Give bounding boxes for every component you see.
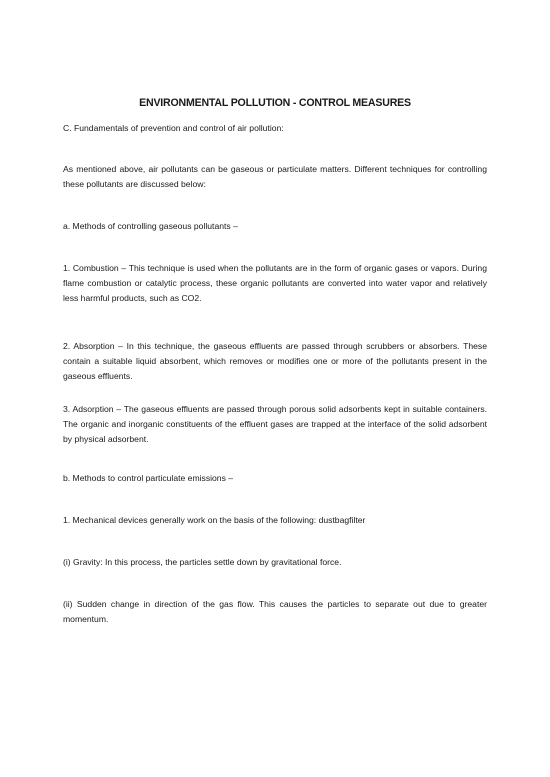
paragraph-gas-flow-change: (ii) Sudden change in direction of the gas flow. This causes the particles to separate out due to greater momentum. (63, 599, 487, 625)
paragraph-particulate-heading: b. Methods to control particulate emissions – (63, 473, 234, 483)
paragraph-gaseous-heading: a. Methods of controlling gaseous pollutants – (63, 221, 238, 231)
document-title: ENVIRONMENTAL POLLUTION - CONTROL MEASURES (139, 97, 411, 109)
paragraph-absorption: 2. Absorption – In this technique, the gaseous effluents are passed through scrubbers or absorbers. These contain a suitable liquid absorbent, which removes or modifies one or more of the pollutants present in the gaseous effluents. (63, 341, 487, 382)
paragraph-gravity: (i) Gravity: In this process, the particles settle down by gravitational force. (63, 557, 342, 567)
paragraph-combustion: 1. Combustion – This technique is used when the pollutants are in the form of organic gases or vapors. During flame combustion or catalytic process, these organic pollutants are converted into water vapor and relatively less harmful products, such as CO2. (63, 263, 487, 304)
paragraph-mechanical-devices: 1. Mechanical devices generally work on the basis of the following: dustbagfilter (63, 515, 366, 525)
paragraph-adsorption: 3. Adsorption – The gaseous effluents are passed through porous solid adsorbents kept in suitable containers. The organic and inorganic constituents of the effluent gases are trapped at the interface of the solid adsorbent by physical adsorbent. (63, 404, 487, 445)
paragraph-section-c: C. Fundamentals of prevention and control of air pollution: (63, 123, 284, 133)
paragraph-intro: As mentioned above, air pollutants can be gaseous or particulate matters. Different techniques for controlling these pollutants are discussed below: (63, 164, 487, 190)
